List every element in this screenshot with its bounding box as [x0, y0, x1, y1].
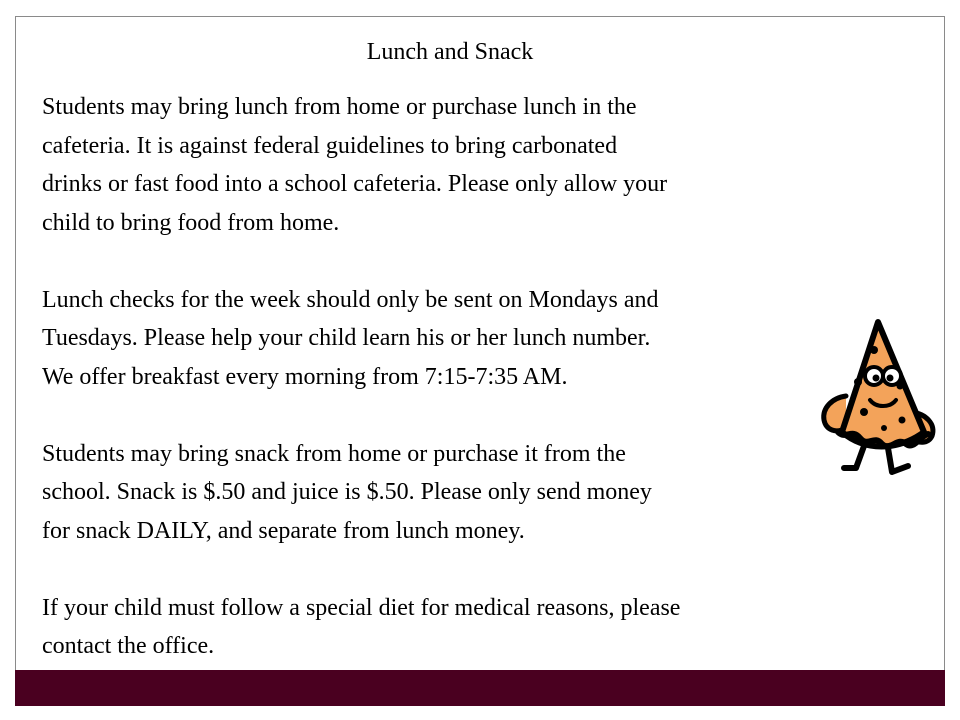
text-line: Tuesdays. Please help your child learn his or her lunch number. [42, 325, 651, 351]
page-title: Lunch and Snack [366, 39, 534, 65]
pizza-slice-character-icon [812, 316, 944, 484]
text-line: drinks or fast food into a school cafeteria. Please only allow your [42, 171, 668, 197]
text-line: Lunch checks for the week should only be sent on Mondays and [42, 286, 659, 313]
text-line: If your child must follow a special diet for medical reasons, please [42, 594, 681, 621]
paragraph-snack [42, 435, 922, 551]
text-line: school. Snack is $.50 and juice is $.50. Please only send money [42, 479, 652, 505]
text-line: child to bring food from home. [42, 209, 340, 236]
text-line: contact the office. [42, 633, 215, 659]
paragraph-lunch [42, 88, 922, 242]
text-line: Students may bring lunch from home or purchase lunch in the [42, 94, 637, 120]
paragraph-lunch-checks [42, 281, 922, 397]
text-line: Students may bring snack from home or purchase it from the [42, 440, 626, 467]
body-text [42, 88, 922, 704]
paragraph-special-diet [42, 589, 922, 666]
text-line: cafeteria. It is against federal guidelines to bring carbonated [42, 132, 618, 159]
text-line: for snack DAILY, and separate from lunch money. [42, 517, 525, 544]
text-line: We offer breakfast every morning from 7:15-7:35 AM. [42, 363, 568, 390]
